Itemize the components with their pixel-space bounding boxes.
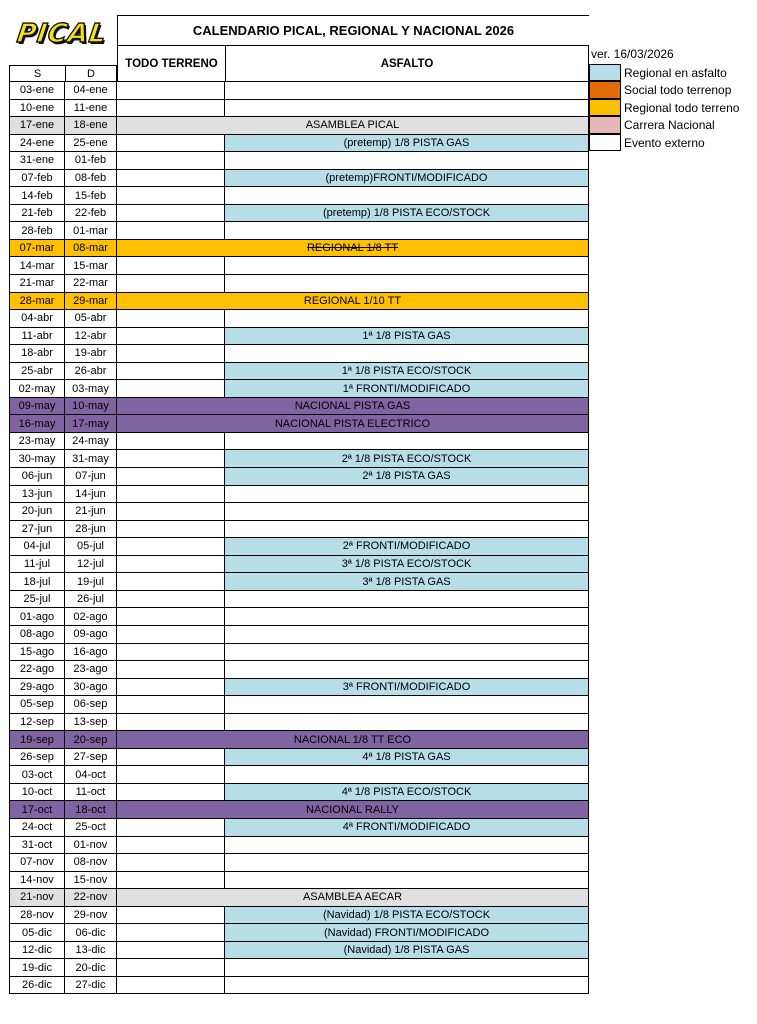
table-row [9,486,589,504]
saturday-date: 01-ago [9,608,65,626]
saturday-date: 18-abr [9,345,65,363]
saturday-date: 24-ene [9,135,65,153]
sunday-date: 19-abr [65,345,117,363]
table-row [9,959,589,977]
table-row [9,538,589,556]
todo-terreno-cell [117,556,225,574]
sunday-date: 30-ago [65,679,117,697]
sunday-date: 08-feb [65,170,117,188]
table-row [9,644,589,662]
table-row [9,854,589,872]
asfalto-cell: 2ª 1/8 PISTA ECO/STOCK [225,450,589,468]
saturday-date: 22-ago [9,661,65,679]
sunday-date: 27-dic [65,977,117,995]
saturday-date: 08-ago [9,626,65,644]
saturday-date: 14-nov [9,872,65,890]
todo-terreno-cell [117,538,225,556]
table-row [9,257,589,275]
table-row [9,889,589,907]
asfalto-cell [225,486,589,504]
saturday-date: 12-sep [9,714,65,732]
sunday-date: 23-ago [65,661,117,679]
table-row [9,591,589,609]
sunday-date: 04-ene [65,82,117,100]
sunday-date: 02-ago [65,608,117,626]
table-row [9,468,589,486]
todo-terreno-cell [117,187,225,205]
sunday-date: 06-sep [65,696,117,714]
saturday-date: 30-may [9,450,65,468]
saturday-date: 04-abr [9,310,65,328]
sunday-date: 09-ago [65,626,117,644]
version-label: ver. 16/03/2026 [591,47,674,61]
table-row [9,345,589,363]
sunday-date: 28-jun [65,521,117,539]
sunday-date: 20-dic [65,959,117,977]
asfalto-cell [225,257,589,275]
sunday-date: 14-jun [65,486,117,504]
table-row [9,556,589,574]
sunday-date: 08-mar [65,240,117,258]
saturday-date: 25-abr [9,363,65,381]
sunday-date: 01-feb [65,152,117,170]
saturday-date: 14-feb [9,187,65,205]
table-row [9,801,589,819]
saturday-date: 10-ene [9,100,65,118]
legend-swatch [589,81,621,99]
sunday-date: 25-oct [65,819,117,837]
todo-terreno-cell [117,959,225,977]
table-row [9,398,589,416]
todo-terreno-cell [117,345,225,363]
table-row [9,679,589,697]
legend-label: Evento externo [624,135,705,150]
legend-item [589,99,739,117]
asfalto-cell [225,696,589,714]
todo-terreno-cell [117,854,225,872]
todo-terreno-cell [117,626,225,644]
todo-terreno-cell [117,714,225,732]
table-row [9,310,589,328]
legend-item [589,64,739,82]
asfalto-cell: 3ª FRONTI/MODIFICADO [225,679,589,697]
saturday-date: 11-abr [9,328,65,346]
sunday-date: 01-mar [65,222,117,240]
asfalto-cell: (pretemp) 1/8 PISTA ECO/STOCK [225,205,589,223]
table-row [9,82,589,100]
saturday-date: 24-oct [9,819,65,837]
asfalto-cell [225,521,589,539]
table-row [9,942,589,960]
todo-terreno-cell [117,784,225,802]
legend-item [589,82,739,100]
asfalto-cell: (Navidad) 1/8 PISTA ECO/STOCK [225,907,589,925]
todo-terreno-cell [117,170,225,188]
asfalto-cell [225,714,589,732]
todo-terreno-cell [117,222,225,240]
todo-terreno-cell [117,942,225,960]
saturday-date: 29-ago [9,679,65,697]
sunday-date: 24-may [65,433,117,451]
sunday-date: 01-nov [65,837,117,855]
sunday-date: 22-mar [65,275,117,293]
todo-terreno-cell [117,450,225,468]
table-row [9,170,589,188]
legend-item [589,117,739,135]
sunday-date: 25-ene [65,135,117,153]
asfalto-cell [225,661,589,679]
asfalto-cell: 1ª FRONTI/MODIFICADO [225,380,589,398]
legend-label: Carrera Nacional [624,118,715,133]
sunday-date: 05-abr [65,310,117,328]
asfalto-cell: 3ª 1/8 PISTA GAS [225,573,589,591]
header-todo-terreno: TODO TERRENO [117,45,225,81]
todo-terreno-cell [117,977,225,995]
table-row [9,152,589,170]
todo-terreno-cell [117,257,225,275]
legend-label: Regional todo terreno [624,100,740,115]
saturday-date: 28-feb [9,222,65,240]
saturday-date: 15-ago [9,644,65,662]
asfalto-cell [225,766,589,784]
todo-terreno-cell [117,819,225,837]
sunday-date: 29-nov [65,907,117,925]
header-asfalto: ASFALTO [225,45,589,81]
asfalto-cell [225,433,589,451]
sunday-date: 04-oct [65,766,117,784]
table-row [9,222,589,240]
sunday-date: 27-sep [65,749,117,767]
sunday-date: 19-jul [65,573,117,591]
todo-terreno-cell [117,468,225,486]
asfalto-cell: (Navidad) 1/8 PISTA GAS [225,942,589,960]
asfalto-cell [225,644,589,662]
table-row [9,573,589,591]
sunday-date: 05-jul [65,538,117,556]
table-row [9,415,589,433]
saturday-date: 26-sep [9,749,65,767]
table-row [9,977,589,995]
todo-terreno-cell [117,433,225,451]
legend-label: Regional en asfalto [624,65,727,80]
saturday-date: 21-feb [9,205,65,223]
saturday-date: 07-nov [9,854,65,872]
todo-terreno-cell [117,591,225,609]
page-title: CALENDARIO PICAL, REGIONAL Y NACIONAL 2026 [117,15,589,45]
table-row [9,117,589,135]
sunday-date: 07-jun [65,468,117,486]
event-cell: ASAMBLEA PICAL [117,117,589,135]
asfalto-cell: 2ª FRONTI/MODIFICADO [225,538,589,556]
sunday-date: 13-sep [65,714,117,732]
saturday-date: 12-dic [9,942,65,960]
table-row [9,100,589,118]
saturday-date: 04-jul [9,538,65,556]
calendar-table [9,81,589,994]
saturday-date: 07-feb [9,170,65,188]
table-row [9,363,589,381]
todo-terreno-cell [117,679,225,697]
asfalto-cell: (Navidad) FRONTI/MODIFICADO [225,924,589,942]
asfalto-cell [225,608,589,626]
saturday-date: 09-may [9,398,65,416]
saturday-date: 19-dic [9,959,65,977]
todo-terreno-cell [117,924,225,942]
sunday-date: 22-nov [65,889,117,907]
sunday-date: 17-may [65,415,117,433]
sunday-date: 26-jul [65,591,117,609]
saturday-date: 05-sep [9,696,65,714]
saturday-date: 13-jun [9,486,65,504]
asfalto-cell [225,837,589,855]
todo-terreno-cell [117,328,225,346]
table-row [9,749,589,767]
table-row [9,135,589,153]
sunday-date: 16-ago [65,644,117,662]
event-cell: NACIONAL 1/8 TT ECO [117,731,589,749]
sunday-date: 06-dic [65,924,117,942]
saturday-date: 03-ene [9,82,65,100]
asfalto-cell [225,345,589,363]
todo-terreno-cell [117,486,225,504]
legend-swatch [589,134,621,152]
saturday-date: 27-jun [9,521,65,539]
asfalto-cell: 1ª 1/8 PISTA ECO/STOCK [225,363,589,381]
todo-terreno-cell [117,608,225,626]
sunday-date: 22-feb [65,205,117,223]
header-sunday: D [65,65,117,81]
sunday-date: 08-nov [65,854,117,872]
table-row [9,521,589,539]
sunday-date: 29-mar [65,293,117,311]
sunday-date: 11-oct [65,784,117,802]
table-row [9,819,589,837]
sunday-date: 15-feb [65,187,117,205]
table-row [9,503,589,521]
saturday-date: 31-oct [9,837,65,855]
table-row [9,924,589,942]
table-row [9,837,589,855]
pical-logo: PICAL [15,19,109,49]
todo-terreno-cell [117,310,225,328]
asfalto-cell: 4ª 1/8 PISTA ECO/STOCK [225,784,589,802]
table-row [9,696,589,714]
sunday-date: 13-dic [65,942,117,960]
todo-terreno-cell [117,275,225,293]
asfalto-cell: 2ª 1/8 PISTA GAS [225,468,589,486]
event-cell: REGIONAL 1/10 TT [117,293,589,311]
saturday-date: 17-oct [9,801,65,819]
sunday-date: 26-abr [65,363,117,381]
saturday-date: 10-oct [9,784,65,802]
saturday-date: 20-jun [9,503,65,521]
todo-terreno-cell [117,696,225,714]
event-cell: NACIONAL PISTA ELECTRICO [117,415,589,433]
header-saturday: S [9,65,65,81]
asfalto-cell [225,872,589,890]
saturday-date: 28-nov [9,907,65,925]
todo-terreno-cell [117,766,225,784]
saturday-date: 18-jul [9,573,65,591]
table-row [9,907,589,925]
saturday-date: 21-nov [9,889,65,907]
saturday-date: 19-sep [9,731,65,749]
asfalto-cell: (pretemp) 1/8 PISTA GAS [225,135,589,153]
asfalto-cell [225,152,589,170]
table-row [9,275,589,293]
table-row [9,784,589,802]
asfalto-cell [225,977,589,995]
sunday-date: 15-nov [65,872,117,890]
saturday-date: 28-mar [9,293,65,311]
saturday-date: 03-oct [9,766,65,784]
todo-terreno-cell [117,135,225,153]
table-row [9,661,589,679]
saturday-date: 21-mar [9,275,65,293]
table-row [9,714,589,732]
sunday-date: 03-may [65,380,117,398]
table-row [9,450,589,468]
todo-terreno-cell [117,661,225,679]
sunday-date: 11-ene [65,100,117,118]
table-row [9,240,589,258]
asfalto-cell [225,310,589,328]
event-cell: REGIONAL 1/8 TT [117,240,589,258]
todo-terreno-cell [117,503,225,521]
table-row [9,872,589,890]
table-row [9,626,589,644]
asfalto-cell [225,222,589,240]
table-row [9,766,589,784]
asfalto-cell [225,503,589,521]
asfalto-cell [225,854,589,872]
sunday-date: 15-mar [65,257,117,275]
sunday-date: 18-ene [65,117,117,135]
asfalto-cell: 1ª 1/8 PISTA GAS [225,328,589,346]
todo-terreno-cell [117,907,225,925]
legend-swatch [589,64,621,82]
legend-label: Social todo terrenop [624,83,732,98]
asfalto-cell [225,187,589,205]
todo-terreno-cell [117,521,225,539]
header-days [9,65,117,81]
event-cell: ASAMBLEA AECAR [117,889,589,907]
todo-terreno-cell [117,380,225,398]
legend-swatch [589,116,621,134]
legend-swatch [589,99,621,117]
legend [589,64,739,152]
sunday-date: 10-may [65,398,117,416]
asfalto-cell [225,959,589,977]
saturday-date: 25-jul [9,591,65,609]
asfalto-cell [225,626,589,644]
todo-terreno-cell [117,82,225,100]
saturday-date: 02-may [9,380,65,398]
table-row [9,380,589,398]
table-row [9,205,589,223]
sunday-date: 18-oct [65,801,117,819]
table-row [9,608,589,626]
asfalto-cell: 3ª 1/8 PISTA ECO/STOCK [225,556,589,574]
asfalto-cell: (pretemp)FRONTI/MODIFICADO [225,170,589,188]
saturday-date: 14-mar [9,257,65,275]
saturday-date: 26-dic [9,977,65,995]
asfalto-cell [225,100,589,118]
table-row [9,731,589,749]
saturday-date: 05-dic [9,924,65,942]
sunday-date: 20-sep [65,731,117,749]
saturday-date: 07-mar [9,240,65,258]
todo-terreno-cell [117,837,225,855]
asfalto-cell [225,275,589,293]
saturday-date: 16-may [9,415,65,433]
todo-terreno-cell [117,872,225,890]
saturday-date: 23-may [9,433,65,451]
sunday-date: 12-abr [65,328,117,346]
sunday-date: 31-may [65,450,117,468]
legend-item [589,134,739,152]
table-row [9,433,589,451]
saturday-date: 31-ene [9,152,65,170]
table-row [9,293,589,311]
asfalto-cell: 4ª 1/8 PISTA GAS [225,749,589,767]
todo-terreno-cell [117,363,225,381]
todo-terreno-cell [117,152,225,170]
table-row [9,328,589,346]
todo-terreno-cell [117,644,225,662]
todo-terreno-cell [117,573,225,591]
event-cell: NACIONAL PISTA GAS [117,398,589,416]
asfalto-cell [225,591,589,609]
saturday-date: 11-jul [9,556,65,574]
todo-terreno-cell [117,205,225,223]
table-row [9,187,589,205]
todo-terreno-cell [117,749,225,767]
todo-terreno-cell [117,100,225,118]
saturday-date: 17-ene [9,117,65,135]
sunday-date: 12-jul [65,556,117,574]
event-cell: NACIONAL RALLY [117,801,589,819]
saturday-date: 06-jun [9,468,65,486]
sunday-date: 21-jun [65,503,117,521]
asfalto-cell: 4ª FRONTI/MODIFICADO [225,819,589,837]
asfalto-cell [225,82,589,100]
